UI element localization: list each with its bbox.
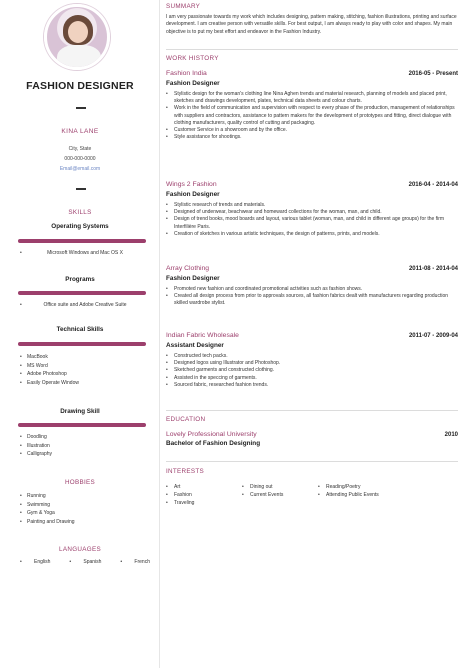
language-item: • French [120, 559, 150, 565]
phone-text: 000-000-0000 [64, 156, 96, 162]
interest-item: • Dining out [242, 484, 318, 492]
job-bullet: • Created all design process from prior to approvals sources, all fashion fabrics dealt with manufacturers regarding production skilled wardrobe stylist. [166, 293, 458, 307]
skill-bar [18, 291, 146, 295]
interest-item: • Art [166, 484, 242, 492]
interests-column [242, 484, 318, 507]
list-item: • MS Word [20, 362, 150, 371]
email-link[interactable]: Email@email.com [59, 166, 101, 172]
job-entry [166, 265, 458, 308]
section-rule [166, 461, 458, 462]
profile-photo [44, 4, 110, 70]
skill-bar [18, 423, 146, 427]
job-dates: 2016-04 - 2014-04 [408, 182, 458, 188]
list-item: • Calligraphy [20, 450, 150, 459]
work-history-heading: WORK HISTORY [166, 55, 219, 62]
list-item: • Microsoft Windows and Mac OS X [20, 249, 150, 258]
operating-systems-title: Operating Systems [51, 223, 109, 230]
interests-list [166, 484, 458, 507]
interests-column [318, 484, 428, 507]
interest-item: • Fashion [166, 492, 242, 500]
list-item: • MacBook [20, 353, 150, 362]
education-year: 2010 [444, 432, 458, 438]
job-bullet: • Sketched garments and constructed clothing. [166, 367, 458, 374]
photo-body [57, 45, 101, 70]
languages-heading: LANGUAGES [59, 546, 101, 553]
section-rule [166, 49, 458, 50]
job-dates: 2016-05 - Present [408, 71, 458, 77]
education-heading: EDUCATION [166, 416, 206, 423]
operating-systems-list [20, 249, 150, 258]
job-bullet: • Assisted in the speccing of garments. [166, 375, 458, 382]
degree-name: Bachelor of Fashion Designing [166, 440, 261, 447]
job-bullet: • Work in the field of communication and supervision with respect to every phase of the production, management of relationships with suppliers and contractors, assistance to pattern makers for the development of prototypes and fitting, direct dialogue with clothing manufacturers, quality control of cutting and packaging. [166, 105, 458, 127]
technical-skills-title: Technical Skills [56, 326, 104, 333]
interest-item: • Current Events [242, 492, 318, 500]
job-bullet: • Creation of sketches in various artistic techniques, the design of patterns, prints, and models. [166, 231, 458, 238]
list-item: • Painting and Drawing [20, 518, 150, 527]
skill-bar [18, 239, 146, 243]
list-item: • Adobe Photoshop [20, 370, 150, 379]
interests-heading: INTERESTS [166, 468, 205, 475]
summary-heading: SUMMARY [166, 3, 201, 10]
company-name: Wings 2 Fashion [166, 181, 217, 188]
job-bullet: • Designed of underwear, beachwear and homeward collections for the woman, man, and child. [166, 209, 458, 216]
school-name: Lovely Professional University [166, 431, 257, 438]
location-text: City, State [68, 146, 92, 152]
interests-column [166, 484, 242, 507]
divider [76, 188, 86, 190]
company-name: Fashion India [166, 70, 207, 77]
hobbies-list [20, 492, 150, 526]
job-bullet: • Constructed tech packs. [166, 353, 458, 360]
interest-item: • Attending Public Events [318, 492, 428, 500]
job-entry [166, 181, 458, 238]
education-entry [166, 431, 458, 447]
programs-title: Programs [65, 276, 95, 283]
programs-list [20, 301, 150, 310]
list-item: • Office suite and Adobe Creative Suite [20, 301, 150, 310]
job-bullet: • Sourced fabric, researched fashion trends. [166, 382, 458, 389]
job-bullets [166, 353, 458, 389]
job-bullets [166, 286, 458, 308]
company-name: Indian Fabric Wholesale [166, 332, 239, 339]
drawing-skill-list [20, 433, 150, 459]
company-name: Array Clothing [166, 265, 210, 272]
interest-item: • Traveling [166, 500, 242, 508]
skill-bar [18, 342, 146, 346]
drawing-skill-title: Drawing Skill [60, 408, 100, 415]
job-entry [166, 70, 458, 141]
job-bullet: • Promoted new fashion and coordinated promotional activities such as fashion shows. [166, 286, 458, 293]
job-bullet: • Stylistic design for the woman's clothing line Nina Aghen trends and material research, planning of models and placed print, sketches and drawings development, plates, technical data sheets and colour charts. [166, 91, 458, 105]
languages-list [20, 559, 150, 565]
job-bullet: • Stylistic research of trends and materials. [166, 202, 458, 209]
language-item: • English [20, 559, 50, 565]
language-item: • Spanish [69, 559, 101, 565]
list-item: • Swimming [20, 501, 150, 510]
job-bullet: • Style assistance for shootings. [166, 134, 458, 141]
summary-text: I am very passionate towards my work which includes designing, pattern making, stitching, fashion illustrations, printing and surface development. I am creative person with versatile skills. For best output, I am always ready to play with color and shapes. My main objective is to put my best effort and endeavor in the Fashion Industry. [166, 14, 457, 35]
left-column [0, 0, 160, 668]
job-role: Fashion Designer [166, 80, 220, 87]
technical-skills-list [20, 353, 150, 387]
job-role: Fashion Designer [166, 191, 220, 198]
job-role: Fashion Designer [166, 275, 220, 282]
interest-item: • Reading/Poetry [318, 484, 428, 492]
candidate-name: KINA LANE [61, 128, 99, 135]
list-item: • Doodling [20, 433, 150, 442]
skills-heading: SKILLS [68, 209, 92, 216]
job-bullet: • Designed logos using Illustrator and Photoshop. [166, 360, 458, 367]
hobbies-heading: HOBBIES [64, 479, 96, 486]
job-title: FASHION DESIGNER [26, 80, 134, 92]
list-item: • Running [20, 492, 150, 501]
list-item: • Easily Operate Window [20, 379, 150, 388]
job-dates: 2011-07 - 2009-04 [408, 333, 458, 339]
job-bullet: • Customer Service in a showroom and by the office. [166, 127, 458, 134]
job-entry [166, 332, 458, 389]
photo-face [68, 21, 88, 43]
job-dates: 2011-08 - 2014-04 [408, 266, 458, 272]
list-item: • Gym & Yoga [20, 509, 150, 518]
job-bullets [166, 202, 458, 238]
job-role: Assistant Designer [166, 342, 224, 349]
section-rule [166, 410, 458, 411]
list-item: • Illustration [20, 442, 150, 451]
divider [76, 107, 86, 109]
job-bullet: • Design of trend books, mood boards and layout, various tablet (woman, man, and child in different age groups) for the firm Interfilière Paris. [166, 216, 458, 230]
job-bullets [166, 91, 458, 141]
